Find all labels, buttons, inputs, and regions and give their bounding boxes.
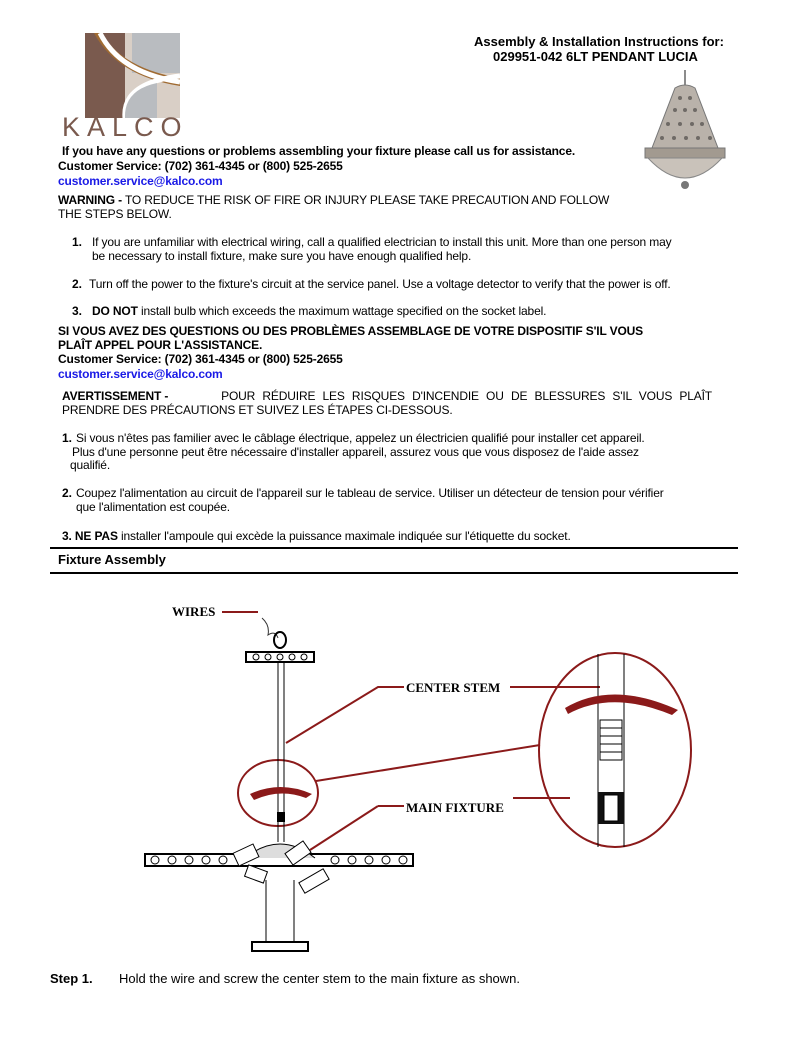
warning-line2: THE STEPS BELOW. bbox=[58, 207, 172, 221]
step-1-text: Hold the wire and screw the center stem to the main fixture as shown. bbox=[119, 971, 521, 986]
french-intro-line2: PLAÎT APPEL POUR L'ASSISTANCE. bbox=[58, 338, 263, 352]
french-safety-step-1-line1: Si vous n'êtes pas familier avec le câblage électrique, appelez un électricien qualifié pour installer cet appareil. bbox=[76, 431, 645, 445]
step-1-label: Step 1. bbox=[50, 971, 93, 986]
wires-label: WIRES bbox=[172, 604, 216, 619]
warning-line1: TO REDUCE THE RISK OF FIRE OR INJURY PLEASE TAKE PRECAUTION AND FOLLOW bbox=[124, 193, 610, 207]
french-warning-line1: POUR RÉDUIRE LES RISQUES D'INCENDIE OU DE BLESSURES S'IL VOUS PLAÎT bbox=[221, 389, 712, 403]
center-stem-label: CENTER STEM bbox=[406, 680, 501, 695]
safety-step-1-line2: be necessary to install fixture, make sure you have enough qualified help. bbox=[92, 249, 472, 263]
french-safety-step-2-line2: que l'alimentation est coupée. bbox=[76, 500, 230, 514]
step-number: 3. bbox=[62, 529, 72, 543]
section-title: Fixture Assembly bbox=[58, 552, 166, 567]
assembly-diagram bbox=[0, 580, 802, 960]
warning-label: WARNING - bbox=[58, 193, 122, 207]
safety-step-3 bbox=[92, 304, 546, 318]
logo-mark-icon bbox=[62, 28, 207, 120]
intro-text: If you have any questions or problems assembling your fixture please call us for assistance. bbox=[62, 144, 576, 158]
logo-text: KALCO bbox=[62, 112, 189, 142]
step-number: 3. bbox=[72, 304, 83, 318]
main-fixture-label: MAIN FIXTURE bbox=[406, 800, 504, 815]
step-number: 1. bbox=[72, 235, 83, 249]
bottom-ring bbox=[252, 942, 308, 951]
french-intro-line1: SI VOUS AVEZ DES QUESTIONS OU DES PROBLÈMES ASSEMBLAGE DE VOTRE DISPOSITIF S'IL VOUS bbox=[58, 324, 644, 338]
safety-step-2: Turn off the power to the fixture's circuit at the service panel. Use a voltage detector to verify that the power is off. bbox=[89, 277, 671, 291]
step-number: 1. bbox=[62, 431, 73, 445]
customer-service-phone: Customer Service: (702) 361-4345 or (800) 525-2655 bbox=[58, 159, 343, 173]
french-warning-line2: PRENDRE DES PRÉCAUTIONS ET SUIVEZ LES ÉTAPES CI-DESSOUS. bbox=[62, 403, 453, 417]
step-number: 2. bbox=[72, 277, 83, 291]
section-divider-top bbox=[50, 547, 738, 549]
doc-title-line2: 029951-042 6LT PENDANT LUCIA bbox=[493, 49, 698, 64]
french-warning-label: AVERTISSEMENT - bbox=[62, 389, 169, 403]
chandelier-product-image bbox=[640, 68, 740, 193]
safety-step-3-text: install bulb which exceeds the maximum wattage specified on the socket label. bbox=[140, 304, 547, 318]
french-customer-service-email-link[interactable]: customer.service@kalco.com bbox=[58, 367, 223, 381]
safety-step-1-line1: If you are unfamiliar with electrical wiring, call a qualified electrician to install this unit. More than one person may bbox=[92, 235, 672, 249]
doc-title-line1: Assembly & Installation Instructions for: bbox=[474, 34, 724, 49]
customer-service-email-link[interactable]: customer.service@kalco.com bbox=[58, 174, 223, 188]
section-divider-bottom bbox=[50, 572, 738, 574]
french-safety-step-1-line2: Plus d'une personne peut être nécessaire d'installer appareil, assurez vous que vous disposez de l'aide assez bbox=[72, 445, 639, 459]
french-safety-step-1-line3: qualifié. bbox=[70, 458, 111, 472]
french-customer-service-phone: Customer Service: (702) 361-4345 or (800) 525-2655 bbox=[58, 352, 343, 366]
french-safety-step-2-line1: Coupez l'alimentation au circuit de l'appareil sur le tableau de service. Utiliser un détecteur de tension pour vérifier bbox=[76, 486, 664, 500]
french-safety-step-3 bbox=[62, 529, 571, 543]
ne-pas-label: NE PAS bbox=[74, 529, 118, 543]
french-safety-step-3-text: installer l'ampoule qui excède la puissance maximale indiquée sur l'étiquette du socket. bbox=[120, 529, 571, 543]
do-not-label: DO NOT bbox=[92, 304, 138, 318]
warning-text bbox=[58, 193, 609, 207]
step-number: 2. bbox=[62, 486, 73, 500]
kalco-logo bbox=[62, 28, 207, 143]
french-warning-text bbox=[62, 389, 712, 403]
